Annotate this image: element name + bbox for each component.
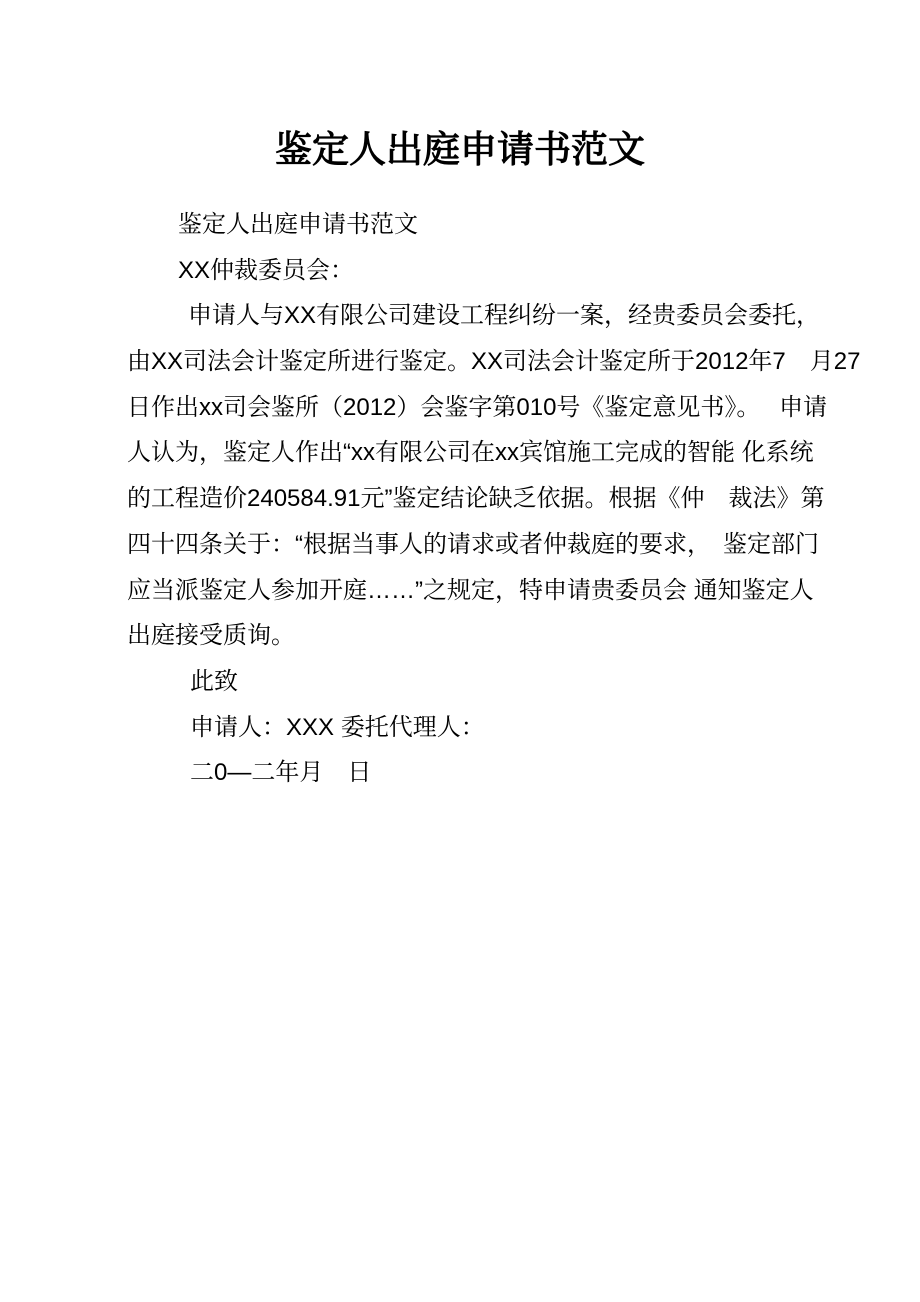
document-body bbox=[127, 202, 861, 796]
paragraph-line: 日作出xx司会鉴所（2012）会鉴字第010号《鉴定意见书》。 申请 bbox=[127, 393, 828, 421]
document-title: 鉴定人出庭申请书范文 bbox=[275, 129, 645, 170]
date-line: 二0—二年月 日 bbox=[190, 759, 372, 787]
paragraph-line: 应当派鉴定人参加开庭……”之规定，特申请贵委员会 通知鉴定人 bbox=[127, 576, 814, 604]
document-subtitle-line: 鉴定人出庭申请书范文 bbox=[178, 211, 418, 238]
paragraph-line: 由XX司法会计鉴定所进行鉴定。XX司法会计鉴定所于2012年7 月27 bbox=[127, 348, 861, 376]
signature-line: 申请人：XXX 委托代理人： bbox=[190, 713, 485, 741]
paragraph-line: 的工程造价240584.91元”鉴定结论缺乏依据。根据《仲 裁法》第 bbox=[127, 485, 825, 513]
closing-line: 此致 bbox=[190, 667, 238, 695]
paragraph-line: 出庭接受质询。 bbox=[127, 622, 295, 650]
paragraph-line: 四十四条关于：“根据当事人的请求或者仲裁庭的要求， 鉴定部门 bbox=[127, 530, 819, 558]
paragraph-line: 申请人与XX有限公司建设工程纠纷一案，经贵委员会委托， bbox=[188, 302, 821, 330]
paragraph-line: 人认为，鉴定人作出“xx有限公司在xx宾馆施工完成的智能 化系统 bbox=[127, 439, 814, 467]
addressee-line: XX仲裁委员会： bbox=[178, 256, 355, 284]
